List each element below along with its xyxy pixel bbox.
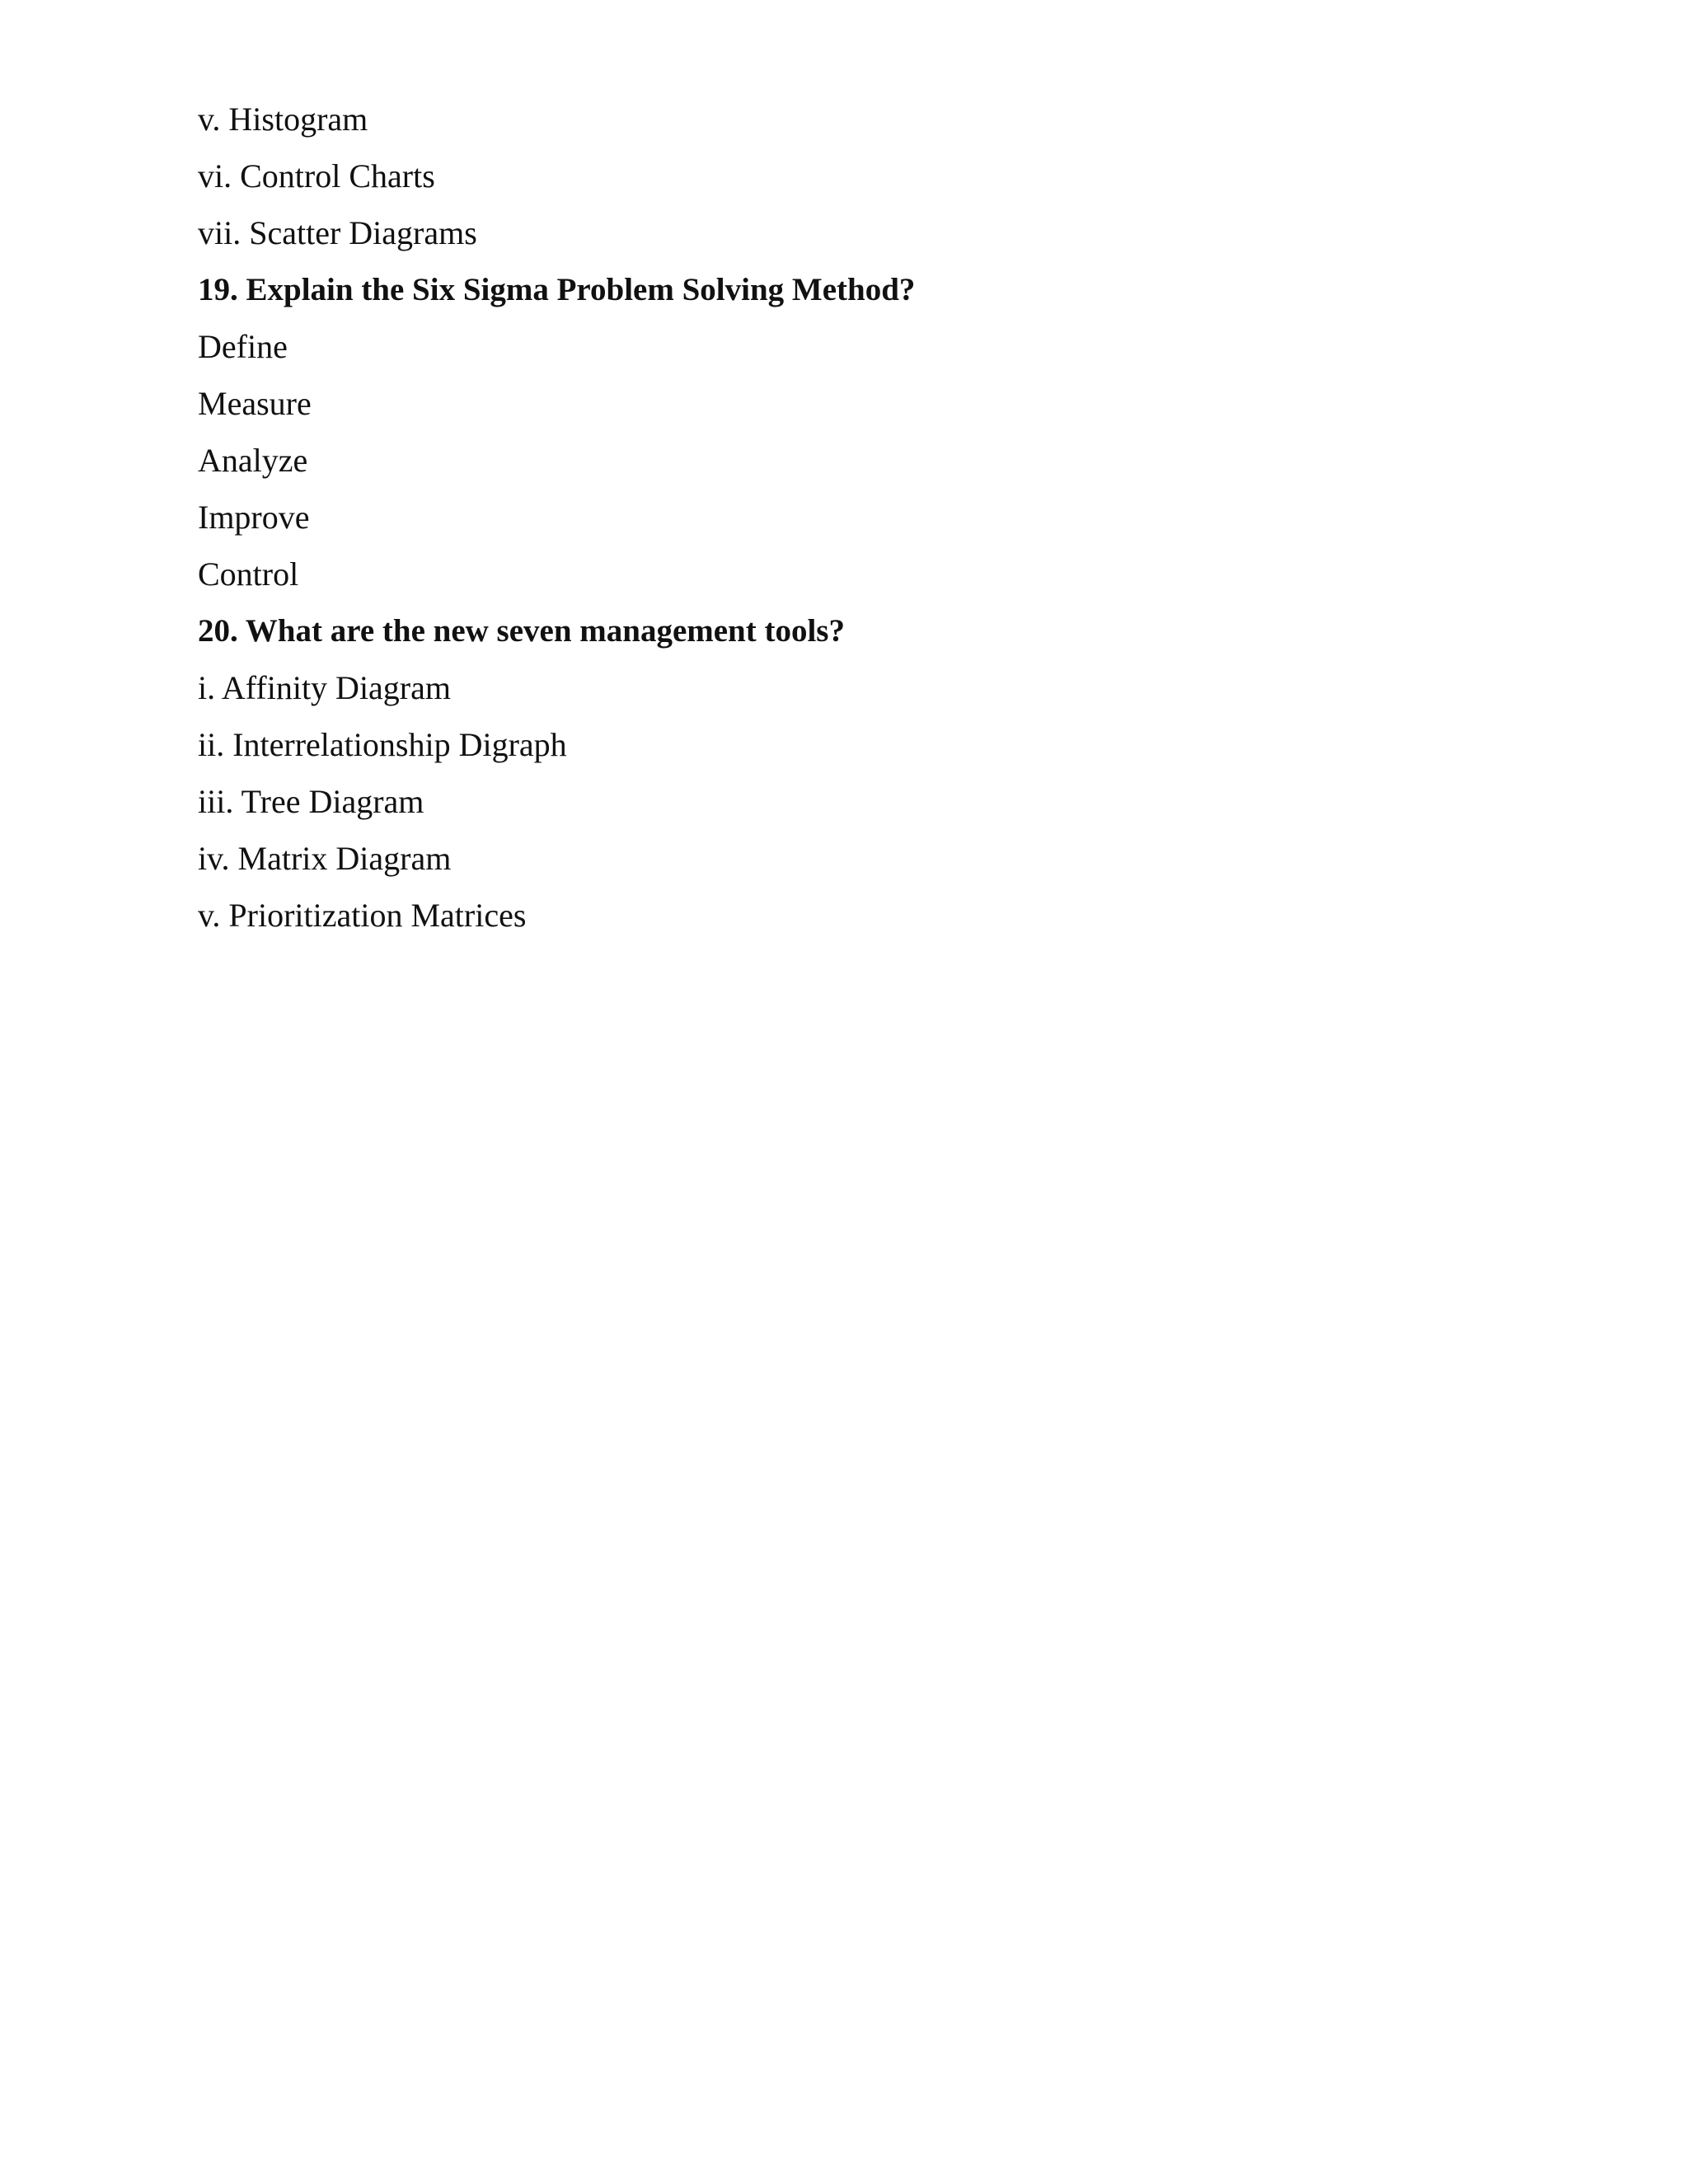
list-item-prioritization-matrices: v. Prioritization Matrices (198, 897, 527, 934)
step-analyze: Analyze (198, 442, 308, 479)
list-item-interrelationship-digraph: ii. Interrelationship Digraph (198, 726, 567, 763)
question-20-heading: 20. What are the new seven management tools? (198, 613, 845, 649)
step-measure: Measure (198, 385, 312, 422)
list-item-matrix-diagram: iv. Matrix Diagram (198, 840, 452, 877)
list-item-affinity-diagram: i. Affinity Diagram (198, 669, 451, 706)
document-body (198, 91, 1484, 944)
list-item-tree-diagram: iii. Tree Diagram (198, 783, 424, 820)
list-item-histogram: v. Histogram (198, 101, 368, 138)
question-19-heading: 19. Explain the Six Sigma Problem Solving Method? (198, 272, 916, 307)
step-control: Control (198, 555, 299, 593)
step-define: Define (198, 328, 288, 365)
list-item-control-charts: vi. Control Charts (198, 157, 435, 194)
step-improve: Improve (198, 499, 310, 536)
list-item-scatter-diagrams: vii. Scatter Diagrams (198, 214, 477, 251)
